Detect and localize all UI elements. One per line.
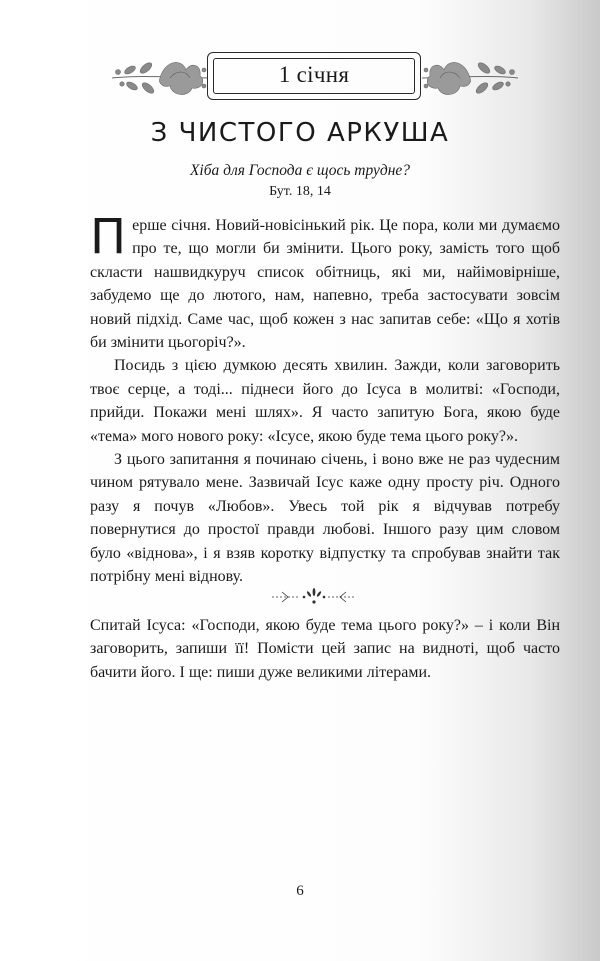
- closing-paragraph: Спитай Ісуса: «Господи, якою буде тема цього року?» – і коли Він заговорить, запиши її! Помісти цей запис на видноті, щоб часто бачити його. І ще: пиши дуже великими літерами.: [90, 617, 560, 681]
- drop-cap: П: [90, 209, 127, 265]
- body-text: [90, 209, 560, 589]
- date-header: [0, 52, 600, 102]
- scripture-reference: Бут. 18, 14: [269, 184, 331, 199]
- floral-ornament-right-icon: [420, 54, 520, 100]
- page-number: 6: [296, 883, 304, 899]
- page-title: З ЧИСТОГО АРКУША: [150, 118, 450, 148]
- paragraph-1: [90, 209, 560, 354]
- floral-ornament-left-icon: [110, 54, 210, 100]
- date-label: 1 січня: [278, 62, 350, 87]
- decorative-divider-icon: [270, 586, 358, 608]
- date-frame: [207, 52, 421, 100]
- paragraph-3: З цього запитання я починаю січень, і воно вже не раз чудесним чином рятувало мене. Зазвичай Ісус каже одну просту річ. Одного разу я почув «Любов». Увесь той рік я відчував потребу повернутися до простої правди любові. Іншого разу цим словом було «віднова», і я взяв коротку відпустку та спробував знайти так потрібну мені віднову.: [90, 451, 560, 586]
- paragraph-1-text: ерше січня. Новий-новісінький рік. Це пора, коли ми думаємо про те, що могли би змінити. Цього року, замість того щоб скласти нашвидкуруч список обітниць, які ми, найімовірніше, забудемо ще до лютого, нам, напевно, треба застосувати зовсім новий підхід. Саме час, щоб кожен з нас запитав себе: «Що я хотів би змінити цьогоріч?».: [90, 217, 560, 352]
- paragraph-2: Посидь з цією думкою десять хвилин. Зажди, коли заговорить твоє серце, а тоді... піднеси його до Ісуса в молитві: «Господи, прийди. Покажи мені шлях». Я часто запитую Бога, якою буде «тема» мого нового року: «Ісусе, якою буде тема цього року?».: [90, 357, 560, 445]
- epigraph-quote: Хіба для Господа є щось трудне?: [189, 162, 411, 179]
